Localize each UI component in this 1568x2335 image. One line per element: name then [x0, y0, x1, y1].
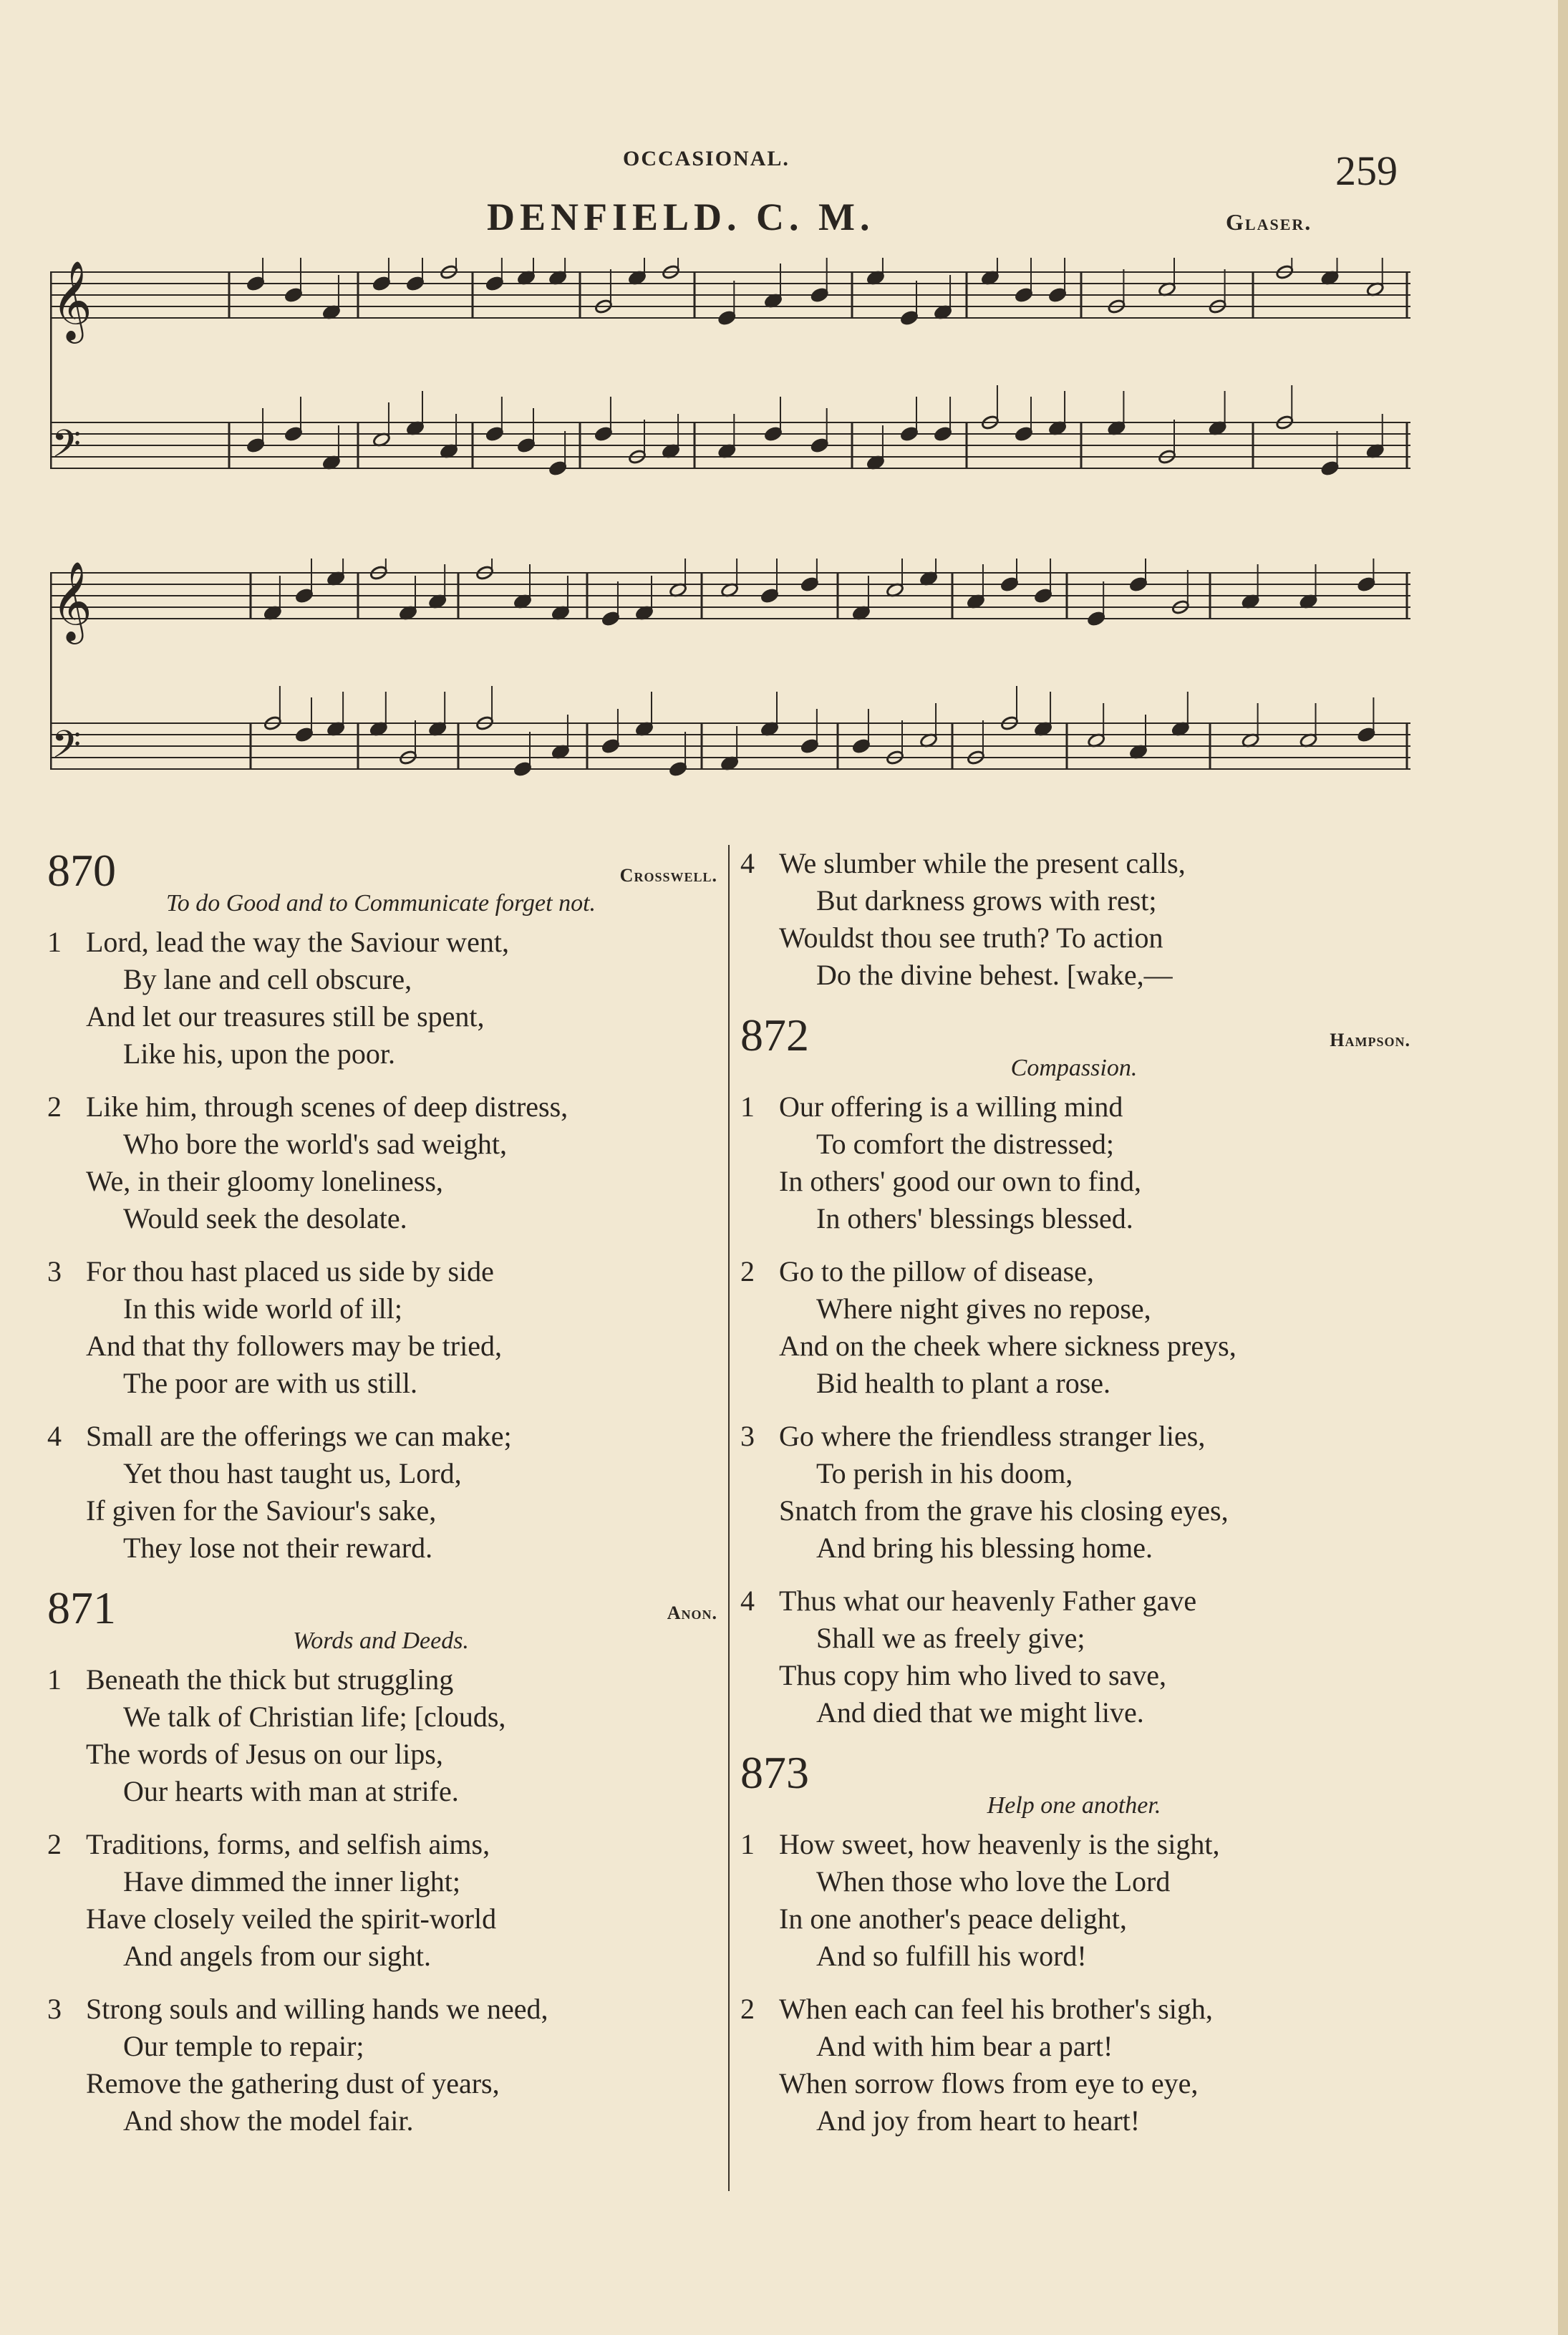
stanza: [44, 1418, 717, 1567]
hymn-subtitle: Help one another.: [987, 1792, 1161, 1819]
music-system-1: [50, 258, 1410, 530]
stanza: [737, 1991, 1410, 2140]
verse-line: We slumber while the present calls,: [779, 847, 1186, 879]
verse-line: And on the cheek where sickness preys,: [779, 1330, 1237, 1362]
verse-line: Our hearts with man at strife.: [123, 1775, 459, 1807]
hymn-number: 873: [740, 1747, 809, 1798]
verse-line: Who bore the world's sad weight,: [123, 1128, 507, 1160]
stanza: [44, 1991, 717, 2140]
page-number: 259: [1335, 148, 1398, 194]
verse-line: Do the divine behest. [wake,—: [816, 959, 1173, 991]
treble-clef: 𝄞: [52, 561, 92, 641]
verse-line: But darkness grows with rest;: [816, 884, 1157, 917]
verse-line: And show the model fair.: [123, 2104, 414, 2137]
hymn: [44, 1582, 717, 2140]
verse-line: When each can feel his brother's sigh,: [779, 1993, 1213, 2025]
verse-line: Like his, upon the poor.: [123, 1038, 395, 1070]
stanza: [44, 1088, 717, 1237]
verse-line: Bid health to plant a rose.: [816, 1367, 1111, 1399]
stanza-number: 3: [47, 1255, 62, 1287]
stanza: [44, 924, 717, 1073]
verse-line: Wouldst thou see truth? To action: [779, 922, 1163, 954]
stanza: [44, 1826, 717, 1975]
verse-line: We, in their gloomy loneliness,: [86, 1165, 443, 1197]
verse-line: Have dimmed the inner light;: [123, 1865, 460, 1898]
verse-line: Thus what our heavenly Father gave: [779, 1585, 1197, 1617]
hymn-header: [737, 1010, 1410, 1061]
verse-line: Snatch from the grave his closing eyes,: [779, 1494, 1229, 1527]
verse-line: Shall we as freely give;: [816, 1622, 1085, 1654]
verse-line: By lane and cell obscure,: [123, 963, 412, 995]
stanza: [44, 1661, 717, 1810]
bass-clef: 𝄢: [52, 422, 82, 475]
hymn: [737, 1010, 1410, 1731]
hymn-header: [737, 1747, 1410, 1799]
stanza: [737, 1826, 1410, 1975]
verse-line: And with him bear a part!: [816, 2030, 1113, 2062]
hymn-subtitle: Words and Deeds.: [293, 1628, 469, 1654]
stanza-number: 4: [740, 847, 755, 879]
verse-line: And angels from our sight.: [123, 1940, 431, 1972]
stanza-number: 2: [740, 1255, 755, 1287]
verse-line: If given for the Saviour's sake,: [86, 1494, 437, 1527]
verse-line: And died that we might live.: [816, 1696, 1144, 1729]
verse-line: How sweet, how heavenly is the sight,: [779, 1828, 1220, 1860]
stanza-number: 3: [740, 1420, 755, 1452]
stanza-number: 4: [47, 1420, 62, 1452]
verse-line: Like him, through scenes of deep distress,: [86, 1091, 568, 1123]
verse-line: Yet thou hast taught us, Lord,: [123, 1457, 462, 1489]
verse-line: And that thy followers may be tried,: [86, 1330, 502, 1362]
stanza: [737, 845, 1410, 994]
verse-line: Remove the gathering dust of years,: [86, 2067, 500, 2099]
hymn-header: [44, 845, 717, 896]
hymn-author: Hampson.: [1330, 1030, 1410, 1050]
verse-line: Would seek the desolate.: [123, 1202, 407, 1234]
hymn-subtitle: Compassion.: [1010, 1055, 1138, 1081]
verse-line: Where night gives no repose,: [816, 1292, 1151, 1325]
hymn: [737, 845, 1410, 994]
verse-line: In this wide world of ill;: [123, 1292, 402, 1325]
column-rule: [728, 845, 730, 2191]
stanza-number: 1: [47, 1663, 62, 1696]
verse-line: To perish in his doom,: [816, 1457, 1073, 1489]
verse-line: In others' blessings blessed.: [816, 1202, 1133, 1234]
stanza-number: 3: [47, 1993, 62, 2025]
verse-line: When those who love the Lord: [816, 1865, 1171, 1898]
verse-line: Have closely veiled the spirit-world: [86, 1903, 497, 1935]
bass-clef: 𝄢: [52, 723, 82, 776]
verse-line: We talk of Christian life; [clouds,: [123, 1701, 506, 1733]
verse-line: In others' good our own to find,: [779, 1165, 1142, 1197]
verse-line: And joy from heart to heart!: [816, 2104, 1141, 2137]
verse-line: Small are the offerings we can make;: [86, 1420, 512, 1452]
hymn-subtitle: To do Good and to Communicate forget not.: [165, 890, 596, 917]
hymn-number: 872: [740, 1010, 809, 1060]
stanza-number: 2: [47, 1091, 62, 1123]
verse-line: And let our treasures still be spent,: [86, 1000, 485, 1033]
stanza-number: 2: [47, 1828, 62, 1860]
verse-line: They lose not their reward.: [123, 1532, 433, 1564]
stanza-number: 1: [47, 926, 62, 958]
stanza: [44, 1253, 717, 1402]
verse-line: Strong souls and willing hands we need,: [86, 1993, 548, 2025]
verse-line: Go to the pillow of disease,: [779, 1255, 1094, 1287]
verse-line: The words of Jesus on our lips,: [86, 1738, 443, 1770]
verse-line: For thou hast placed us side by side: [86, 1255, 494, 1287]
verse-line: To comfort the distressed;: [816, 1128, 1114, 1160]
verse-line: Go where the friendless stranger lies,: [779, 1420, 1206, 1452]
right-column: [737, 845, 1410, 2155]
page-edge: [1558, 0, 1568, 2335]
verse-line: And so fulfill his word!: [816, 1940, 1087, 1972]
stanza: [737, 1088, 1410, 1237]
hymn: [737, 1747, 1410, 2140]
stanza-number: 1: [740, 1091, 755, 1123]
hymn-author: Crosswell.: [619, 865, 717, 886]
hymn-number: 871: [47, 1582, 116, 1633]
verse-line: Our offering is a willing mind: [779, 1091, 1123, 1123]
tune-composer: Glaser.: [1226, 209, 1312, 235]
hymn-header: [44, 1582, 717, 1634]
hymn-number: 870: [47, 845, 116, 896]
stanza: [737, 1253, 1410, 1402]
verse-line: The poor are with us still.: [123, 1367, 418, 1399]
treble-clef: 𝄞: [52, 260, 92, 340]
music-system-2: [50, 559, 1410, 816]
stanza-number: 4: [740, 1585, 755, 1617]
running-header: OCCASIONAL.: [623, 147, 790, 170]
verse-line: Traditions, forms, and selfish aims,: [86, 1828, 490, 1860]
verse-line: Beneath the thick but struggling: [86, 1663, 454, 1696]
stanza-number: 2: [740, 1993, 755, 2025]
hymn: [44, 845, 717, 1567]
verse-line: And bring his blessing home.: [816, 1532, 1153, 1564]
verse-line: Lord, lead the way the Saviour went,: [86, 926, 509, 958]
verse-line: Our temple to repair;: [123, 2030, 364, 2062]
verse-line: When sorrow flows from eye to eye,: [779, 2067, 1199, 2099]
tune-title: DENFIELD. C. M.: [487, 195, 875, 238]
verse-line: In one another's peace delight,: [779, 1903, 1127, 1935]
left-column: [44, 845, 717, 2155]
hymn-author: Anon.: [667, 1602, 717, 1623]
stanza-number: 1: [740, 1828, 755, 1860]
stanza: [737, 1582, 1410, 1731]
stanza: [737, 1418, 1410, 1567]
verse-line: Thus copy him who lived to save,: [779, 1659, 1167, 1691]
